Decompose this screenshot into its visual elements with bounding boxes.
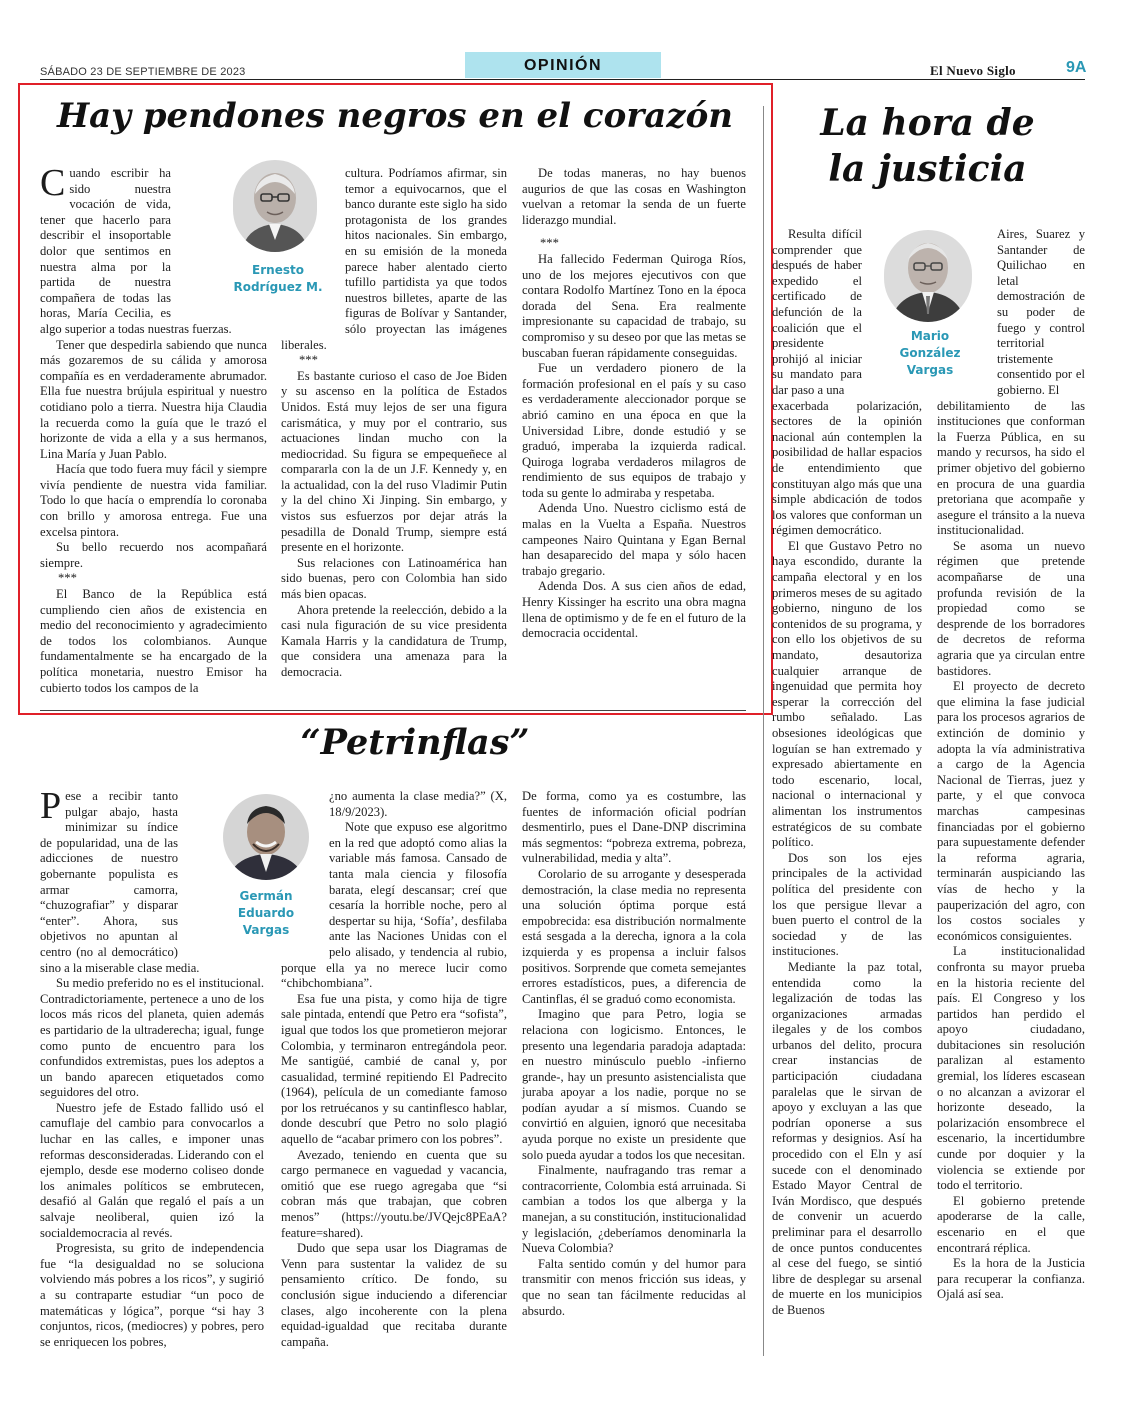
header-date: SÁBADO 23 DE SEPTIEMBRE DE 2023 xyxy=(40,66,246,78)
article2-title xyxy=(785,100,1070,192)
article1-bottom-rule xyxy=(40,710,746,711)
page-number: 9A xyxy=(1066,59,1087,76)
paragraph: cultura. Podríamos afirmar, sin temor a equivocarnos, que el banco durante este siglo ha sido protagonista de los grandes hitos nacionales. Sin embargo, en su emisión de la moneda parece haber alentado cierto tufillo partidista ya que todos nuestros billetes, aparte de las figuras de Bolívar y Santander, sólo proyectan las imágenes liberales. xyxy=(281,166,507,352)
paragraph: Tener que despedirla sabiendo que nunca más gozaremos de su cálida y amorosa compañía es en verdaderamente abrumador. Ella fue nuestra brújula espiritual y nuestro cotidiano polo a tierra. Nuestra hija Claudia la recuerda como la guía que le trazó el horizonte de vida a ella y a sus hermanos, Lina María y Juan Pablo. xyxy=(40,337,267,461)
paragraph: De todas maneras, no hay buenos augurios de que las cosas en Washington vuelvan a retomar la senda de un fuerte liderazgo mundial. xyxy=(522,166,746,227)
author-line: Ernesto xyxy=(252,263,304,277)
header-rule xyxy=(40,79,1085,80)
paragraph: Su medio preferido no es el institucional. Contradictoriamente, pertenece a uno de los locos más ricos del planeta, quien además es partidario de la ultraderecha; igual, funge como punto de encuentro para los confundidos extremistas, pues los adeptos a un bando aparecen etiquetados como seguidores del otro. xyxy=(40,976,264,1100)
article3-title: “Petrinflas” xyxy=(300,722,530,763)
paragraph: Note que expuso ese algoritmo en la red que adoptó como alias la variable más famosa. Cansado de tanta mala ciencia y filosofía barata, elegí descansar; creí que cesaría la horrible noche, pero al despertar su hija, ‘Sofía’, desfilaba ante las Naciones Unidas con el pelo alisado, y tendencia al rubio, porque ella ya no merece lucir como “chibchombiana”. xyxy=(281,820,507,991)
paragraph: Ahora pretende la reelección, debido a la casi nula figuración de su vice presidenta Kamala Harris y la candidatura de Trump, que considera una amenaza para la democracia. xyxy=(281,602,507,679)
portrait-wrap-space xyxy=(281,166,345,326)
author-line: Vargas xyxy=(906,363,954,377)
separator-stars: *** xyxy=(299,353,318,368)
author-line: González xyxy=(899,346,961,360)
paragraph: Falta sentido común y del humor para transmitir con menos fricción sus ideas, y que no sean tan fácilmente reducidas al absurdo. xyxy=(522,1256,746,1318)
article3-column-3 xyxy=(522,789,746,1319)
paragraph: El Banco de la República está cumpliendo cien años de existencia en medio del reconocimiento y agradecimiento de todos los colombianos. Aunque fundamentalmente se ha encargado de la política monetaria, nuestro Emisor ha cubierto todos los campos de la xyxy=(40,587,267,695)
paragraph: De forma, como ya es costumbre, las fuentes de información oficial podrían desmentirlo, pues el Dane-DNP discrimina más segmentos: “pobreza extrema, pobreza, vulnerabilidad, media y alta”. xyxy=(522,789,746,866)
title-line: La hora de xyxy=(820,102,1035,144)
article3-column-1 xyxy=(40,785,264,1350)
dropcap: C xyxy=(40,162,66,204)
portrait-wrap-space xyxy=(281,789,329,959)
wrapped-block xyxy=(997,227,1085,399)
author-line: Germán xyxy=(239,889,293,903)
paragraph: Su bello recuerdo nos acompañará siempre. xyxy=(40,540,267,570)
article1-title: Hay pendones negros en el corazón xyxy=(57,96,733,136)
paragraph: Sus relaciones con Latinoamérica han sido buenas, pero con Colombia han sido más bien opacas. xyxy=(281,555,507,602)
paragraph: Finalmente, naufragando tras remar a contracorriente, Colombia está arruinada. Si cambian a todos los que alberga y la manejan, a su constitución, institucionalidad y legislación, ¿deberíamos denominarla la Nueva Colombia? xyxy=(522,1163,746,1256)
paragraph: Mediante la paz total, entendida como la legalización de todas las organizaciones armadas ilegales y de los combos urbanos del delito, procura crear instancias de participación ciudadana paralelas que le sirvan de apoyo y excluyan a las que podrían oponerse a sus reformas y designios. Así ha procedido con el Eln y así sucede con el denominado Estado Mayor Central de Iván Mordisco, que después de convenir un acuerdo preliminar para el desarrollo de once puntos conducentes al cese del fuego, se sintió libre de desplegar su arsenal de muerte en los municipios de Buenos xyxy=(772,959,922,1317)
dropcap: P xyxy=(40,785,62,827)
paragraph: El que Gustavo Petro no haya escondido, durante la campaña electoral y en los primeros meses de su agitado gobierno, ninguno de los contenidos de su programa, y con ello los objetivos de su mandato, desautoriza cualquier arranque de ingenuidad que permita hoy esperar la corrección del rumbo señalado. Las obsesiones ideológicas que loguían se han extremado y expresado abiertamente en todo escenario, local, nacional o internacional y alimentan los instrumentos estratégicos de su combate político. xyxy=(772,538,922,850)
title-line: la justicia xyxy=(828,148,1027,190)
paragraph-text: ese a recibir tanto pulgar abajo, hasta minimizar su índice de popularidad, una de las adicciones de nuestro gobernante populista es armar camorra, “chuzografiar” y disparar “enter”. Ahora, sus objetivos no apuntan al centro (no al democrático) sino a la miserable clase media. xyxy=(40,789,200,975)
paragraph: Es bastante curioso el caso de Joe Biden y su ascenso en la política de Estados Unidos. Está muy lejos de ser una figura carismática, y muy por el contrario, sus actuaciones lindan mucho con la mediocridad. Su figura se empequeñece al compararla con la de un J.F. Kennedy y, en la actualidad, con la del ruso Vladimir Putin y la del chino Xi Jinping. Sin embargo, y vistos sus esfuerzos por dejar atrás la pesadilla de Donald Trump, siempre está presente en el horizonte. xyxy=(281,368,507,555)
paragraph: Se asoma un nuevo régimen que pretende acompañarse de una profunda revisión de la propiedad como se desprende de los borradores de decretos de reforma agraria que ya circulan entre bastidores. xyxy=(937,538,1085,678)
article3-column-2 xyxy=(281,789,507,1350)
paragraph: Dos son los ejes principales de la actividad política del presidente con los que persigue llevar a buen puerto el control de la sociedad y de las instituciones. xyxy=(772,850,922,959)
article1-column-3 xyxy=(522,166,746,642)
portrait-wrap-space xyxy=(178,789,264,959)
paragraph: Esa fue una pista, y como hija de tigre sale pintada, entendí que Petro era “sofista”, igual que todos los que prometieron mejorar Colombia, y terminaron entregándola peor. Me santigüé, cambié de canal y, por casualidad, terminé repitiendo El Padrecito (1964), película de un comediante famoso por los retruécanos y su cantinflesco hablar, donde descubrí que Petro no solo plagió aquello de “acabar primero con los pobres”. xyxy=(281,991,507,1147)
paragraph: El gobierno pretende apoderarse de la calle, escenario en el que encontrará réplica. xyxy=(937,1193,1085,1255)
paragraph: Fue un verdadero pionero de la formación profesional en el país y su caso es verdaderamente aleccionador porque se abrió camino en una época en que la Universidad Libre, donde estudió y se graduó, imperaba la izquierda radical. Quiroga lograba verdaderos milagros de rendimiento de sus equipos de trabajo y toda su gente lo admiraba y respetaba. xyxy=(522,361,746,500)
article2-column-2 xyxy=(937,227,1085,1303)
paragraph: exacerbada polarización, sectores de la opinión nacional aún contemplen la posibilidad de hallar espacios de entendimiento que constituyan algo más que una simple abdicación de todos los valores que conforman un régimen democrático. xyxy=(772,398,922,538)
paragraph: Imagino que para Petro, logia se relaciona con logicismo. Entonces, le presento una legendaria paradoja adaptada: en nuestro minúsculo pueblo -infierno grande-, hay un presunto asistencialista que juraba apoyar a los nadie, porque no se podían ayudar a sí mismos. Cuando se convirtió en alguien, ignoró que necesitaba ayuda porque no existe un presidente que solo pueda ayudar a todos los que necesitan. xyxy=(522,1007,746,1162)
paragraph: Es la hora de la Justicia para recuperar la confianza. Ojalá así sea. xyxy=(937,1256,1085,1302)
paragraph: debilitamiento de las instituciones que conforman la Fuerza Pública, en su mando y recursos, ha sido el primer objetivo del gobierno en procura de una guardia pretoriana que acompañe y asegure el tránsito a la nueva institucionalidad. xyxy=(937,398,1085,538)
paragraph: Hacía que todo fuera muy fácil y siempre vivía pendiente de nuestra vida familiar. Todo lo que hacía o emprendía lo coronaba con brillo y amorosa entrega. Fue una excelsa pintora. xyxy=(40,462,267,539)
author-line: Vargas xyxy=(242,923,290,937)
wrapped-block xyxy=(772,227,862,399)
paragraph: Progresista, su grito de independencia fue “la desigualdad no se soluciona volviendo más pobres a los ricos”, y sugirió a su contraparte estudiar “un poco de matemáticas y lógica”, porque “si hay 3 conjuntos, ricos, (mediocres) y pobres, pero se enriquecen los pobres, xyxy=(40,1241,264,1349)
paragraph: Avezado, teniendo en cuenta que su cargo permanece en vaguedad y vacancia, omitió que ese ruego agregaba que “si cobran más que trabajan, que cobren menos” (https://youtu.be/JVQejc8PEaA?feature=shared). xyxy=(281,1147,507,1240)
paragraph-text: uando escribir ha sido nuestra vocación de vida, tener que hacerlo para describir el insoportable dolor que sentimos en nuestra alma por la partida de nuestra compañera de todas las horas, María Cecilia, es algo superior a todas nuestras fuerzas. xyxy=(40,166,232,336)
article1-column-2 xyxy=(281,166,507,681)
paragraph: Adenda Uno. Nuestro ciclismo está de malas en la Vuelta a España. Nuestros campeones Nairo Quintana y Egan Bernal han desaparecido del mapa y sólo hacen trabajo gregario. xyxy=(522,501,746,578)
author-line: Rodríguez M. xyxy=(233,280,323,294)
paragraph: ¿no aumenta la clase media?” (X, 18/9/2023). xyxy=(329,789,507,819)
article2-column-1 xyxy=(772,227,922,1319)
portrait-wrap-space xyxy=(171,166,267,316)
paragraph: El proyecto de decreto que elimina la fase judicial para los procesos agrarios de extinción de dominio y adopta la vía administrativa a cargo de la Agencia Nacional de Tierras, juez y parte, y el que convoca marchas campesinas financiadas por el gobierno para supuestamente defender la reforma agraria, terminarán auspiciando las vías de hecho y la pauperización del agro, con los costos sociales y económicos consiguientes. xyxy=(937,679,1085,943)
author-line: Eduardo xyxy=(237,906,295,920)
article1-column-1 xyxy=(40,162,267,696)
paragraph: Corolario de su arrogante y desesperada demostración, la clase media no representa una solución óptima porque está empobrecida: esa distribución normalmente está sesgada a la derecha, ignora a la cola izquierda y es propensa a incluir falsos positivos. Sorprende que cometa semejantes errores estadísticos, pues, a diferencia de Cantinflas, él se graduó como economista. xyxy=(522,866,746,1006)
paragraph: Dudo que sepa usar los Diagramas de Venn para sustentar la validez de su pensamiento crítico. De fondo, su conclusión sigue induciendo a diferenciar clases, algo incoherente con la plena equidad-igualdad que recitaba durante campaña. xyxy=(281,1241,507,1349)
column-divider xyxy=(763,106,764,1356)
separator-stars: *** xyxy=(58,571,77,586)
paragraph: La institucionalidad confronta su mayor prueba en la historia reciente del país. El Congreso y los partidos han perdido el apoyo ciudadano, dubitaciones sin resolución paralizan al estamento gremial, los líderes escasean o no alcanzan a avizorar el horizonte deseado, la polarización ensombrece el escenario, la incertidumbre cunde por doquier y la violencia se extiende por todo el territorio. xyxy=(937,944,1085,1193)
section-label: OPINIÓN xyxy=(465,52,661,78)
author-line: Mario xyxy=(910,329,950,343)
paragraph: Aires, Suarez y Santander de Quilichao en letal demostración de su poder de fuego y control territorial tristemente consentido por el gobierno. El xyxy=(997,227,1085,397)
newspaper-name: El Nuevo Siglo xyxy=(930,63,1016,78)
paragraph: Nuestro jefe de Estado fallido usó el camuflaje del cambio para convocarlos a luchar en las calles, e imponer unas reformas desconsideradas. Liderando con el ejemplo, desde ese moderno coliseo donde los animales políticos se embrutecen, desafió al Galán que regaló el país a un salvaje neoliberal, quien izó la socialdemocracia al revés. xyxy=(40,1100,264,1240)
separator-stars: *** xyxy=(540,236,559,251)
paragraph: Adenda Dos. A sus cien años de edad, Henry Kissinger ha escrito una obra magna llena de optimismo y de fe en el futuro de la democracia occidental. xyxy=(522,579,746,641)
paragraph: Resulta difícil comprender que después de haber expedido el certificado de defunción de la coalición que el presidente prohijó al iniciar su mandato para dar paso a una xyxy=(772,227,862,397)
paragraph: Ha fallecido Federman Quiroga Ríos, uno de los mejores ejecutivos con que contara Rodolfo Martínez Tono en la época dorada del Sena. Era realmente impresionante su capacidad de trabajo, su compromiso y su deseo por que las metas se buscaban fueran rápidamente conseguidas. xyxy=(522,251,746,360)
